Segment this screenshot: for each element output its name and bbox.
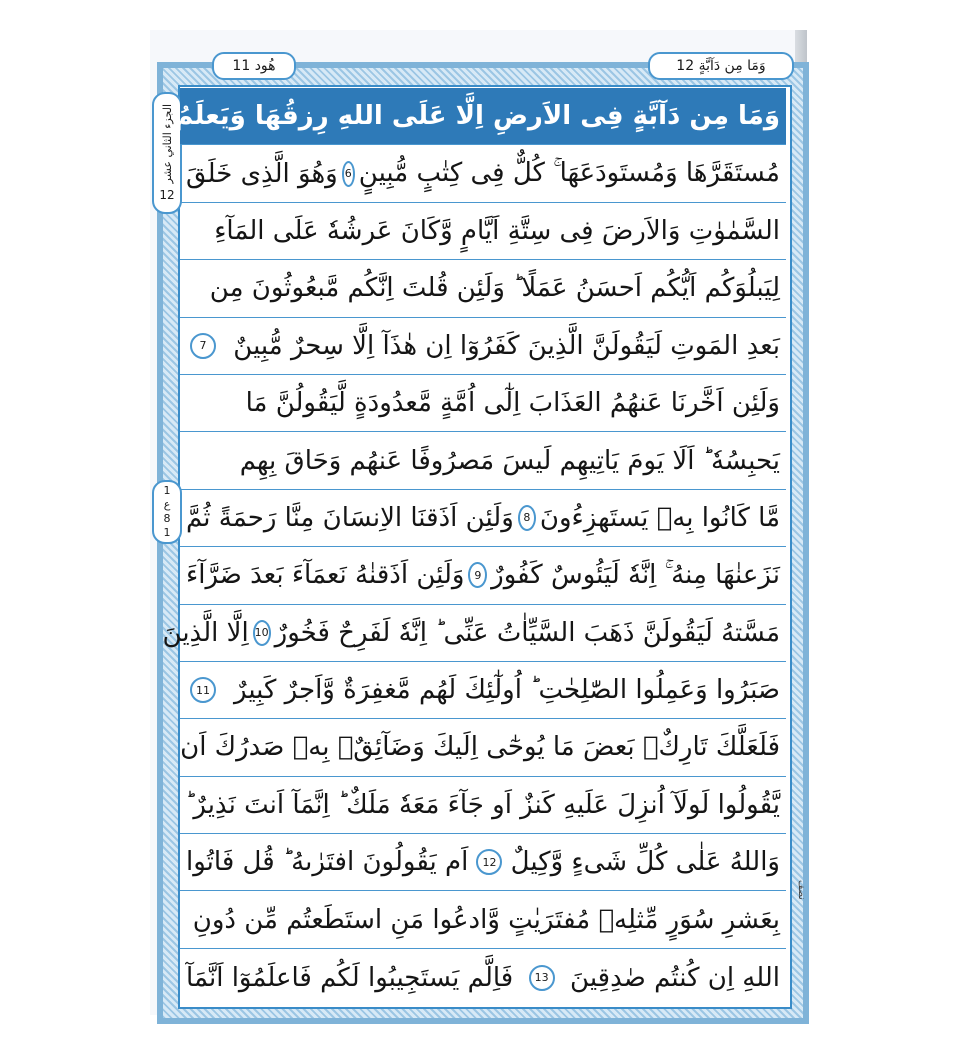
verse-text: وَلَئِن اَذَقنَا الاِنسَانَ مِنَّا رَحمَةً ثُمَّ xyxy=(186,502,514,533)
verse-text: لِيَبلُوَكُم اَيُّكُم اَحسَنُ عَمَلًا ؕ وَلَئِن قُلتَ اِنَّكُم مَّبعُوثُونَ مِن xyxy=(209,273,780,304)
verse-line xyxy=(180,777,786,834)
verse-text: بَعدِ المَوتِ لَيَقُولَنَّ الَّذِينَ كَفَرُوٓا اِن هٰذَآ اِلَّا سِحرٌ مُّبِينٌ xyxy=(233,330,780,361)
ruku-letter: ع xyxy=(163,498,171,511)
ayah-number-marker: 11 xyxy=(190,677,216,703)
verse-text: بِعَشرِ سُوَرٍ مِّثلِهٖ مُفتَرَيٰتٍ وَّادعُوا مَنِ استَطَعتُم مِّن دُونِ xyxy=(192,904,780,935)
verse-text: اَم يَقُولُونَ افتَرٰىهُ ؕ قُل فَاتُوا xyxy=(186,847,469,878)
verse-text: صَبَرُوا وَعَمِلُوا الصّٰلِحٰتِ ؕ اُولٰٓئِكَ لَهُم مَّغفِرَةٌ وَّاَجرٌ كَبِيرٌ xyxy=(233,675,780,706)
ayah-number-marker: 8 xyxy=(518,505,536,531)
ayah-number-marker: 6 xyxy=(342,161,355,187)
ayah-number-marker: 7 xyxy=(190,333,216,359)
juz-label: الجزء الثاني عشر xyxy=(160,104,174,184)
verse-text: وَمَا مِن دَآبَّةٍ فِى الاَرضِ اِلَّا عَلَى اللهِ رِزقُهَا وَيَعلَمُ xyxy=(174,101,780,132)
ruku-top: 1 xyxy=(163,484,171,497)
verse-text: فَاِلَّم يَستَجِيبُوا لَكُم فَاعلَمُوٓا اَنَّمَآ xyxy=(186,962,514,993)
verse-text: مَسَّتهُ لَيَقُولَنَّ ذَهَبَ السَّيِّاٰتُ عَنِّى ؕ اِنَّهٗ لَفَرِحٌ فَخُورٌ xyxy=(274,617,780,648)
verse-text: يَحبِسُهٗ ؕ اَلَا يَومَ يَاتِيهِم لَيسَ مَصرُوفًا عَنهُم وَحَاقَ بِهِم xyxy=(239,445,780,476)
ruku-marker xyxy=(152,480,182,544)
verse-line xyxy=(180,949,786,1006)
verse-start-tab xyxy=(648,52,794,80)
verse-text: السَّمٰوٰتِ وَالاَرضَ فِى سِتَّةِ اَيَّامٍ وَّكَانَ عَرشُهٗ عَلَى المَآءِ xyxy=(214,215,780,246)
verse-line xyxy=(180,719,786,776)
verse-text: وَلَئِن اَذَقنٰهُ نَعمَآءَ بَعدَ ضَرَّآءَ xyxy=(186,560,465,591)
verse-text: وَلَئِن اَخَّرنَا عَنهُمُ العَذَابَ اِلٰٓى اُمَّةٍ مَّعدُودَةٍ لَّيَقُولُنَّ مَا xyxy=(245,388,780,419)
verse-line xyxy=(180,891,786,948)
verse-line xyxy=(180,662,786,719)
verse-text: وَاللهُ عَلٰى كُلِّ شَىءٍ وَّكِيلٌ xyxy=(510,847,780,878)
verse-line xyxy=(180,547,786,604)
surah-label: ھُود 11 xyxy=(232,58,276,74)
verse-text: اللهِ اِن كُنتُم صٰدِقِينَ xyxy=(570,962,780,993)
verse-line xyxy=(180,145,786,202)
verse-text: اِلَّا الَّذِينَ xyxy=(162,617,249,648)
verse-text: فَلَعَلَّكَ تَارِكٌۢ بَعضَ مَا يُوحٰٓى اِلَيكَ وَضَآئِقٌۢ بِهٖ صَدرُكَ اَن xyxy=(180,732,780,763)
verse-text: مَّا كَانُوا بِهٖ يَستَهزِءُونَ xyxy=(539,502,780,533)
ayah-number-marker: 12 xyxy=(476,849,502,875)
verse-start-label: وَمَا مِن دَآبَّةٍ 12 xyxy=(676,58,766,74)
verse-line xyxy=(162,605,786,662)
header-verse-line xyxy=(174,88,786,145)
juz-number: 12 xyxy=(159,187,175,202)
ruku-bottom: 1 xyxy=(163,526,171,539)
verse-line xyxy=(180,432,786,489)
verse-line xyxy=(180,260,786,317)
verse-text: يَّقُولُوا لَولَآ اُنزِلَ عَلَيهِ كَنزٌ اَو جَآءَ مَعَهٗ مَلَكٌ ؕ اِنَّمَآ اَنتَ نَذِيرٌ ؕ xyxy=(185,789,780,820)
side-marker: نصف xyxy=(796,880,806,900)
verse-line xyxy=(180,375,786,432)
verse-line xyxy=(180,834,786,891)
verse-line xyxy=(180,203,786,260)
verse-line xyxy=(180,490,786,547)
verse-line xyxy=(180,318,786,375)
verse-text: نَزَعنٰهَا مِنهُ ۚ اِنَّهٗ لَيَئُوسٌ كَفُورٌ xyxy=(491,559,780,590)
ayah-number-marker: 9 xyxy=(468,562,487,588)
verse-text: وَهُوَ الَّذِى خَلَقَ xyxy=(186,158,338,189)
ruku-mid: 8 xyxy=(163,512,171,525)
verse-text: مُستَقَرَّهَا وَمُستَودَعَهَا ۚ كُلٌّ فِى كِتٰبٍ مُّبِينٍ xyxy=(358,158,780,189)
ayah-number-marker: 10 xyxy=(253,620,271,646)
surah-name-tab xyxy=(212,52,296,80)
ayah-number-marker: 13 xyxy=(529,965,555,991)
